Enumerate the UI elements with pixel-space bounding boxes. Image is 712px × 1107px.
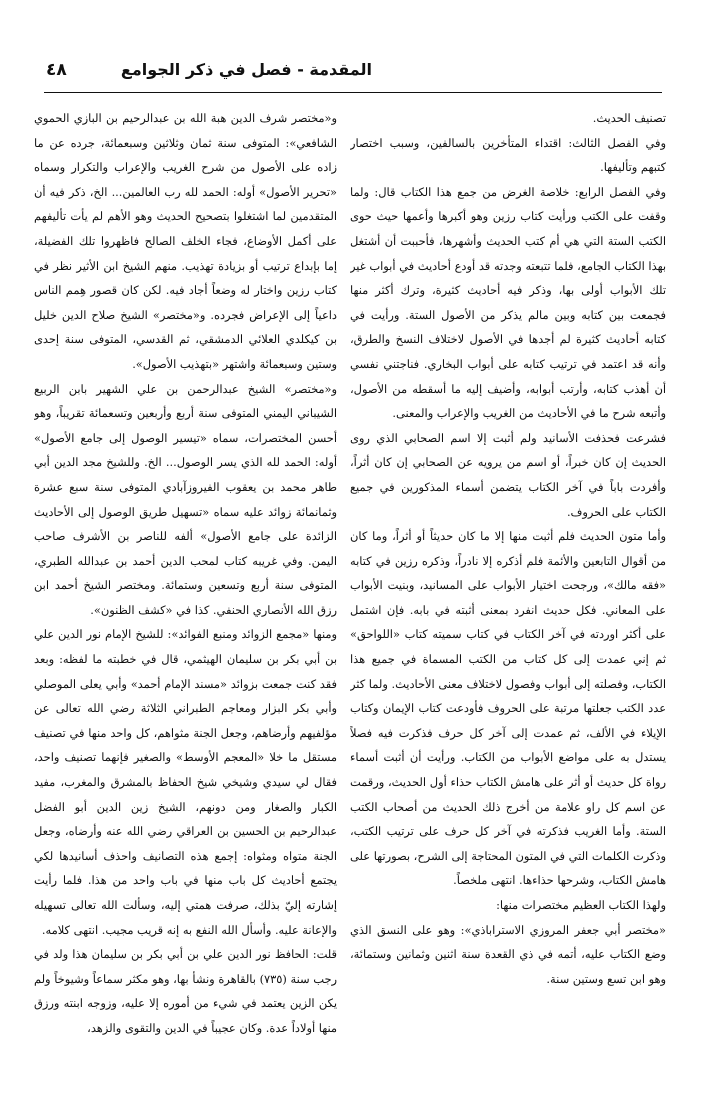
left-text-column xyxy=(34,106,337,1041)
right-text-column xyxy=(350,106,666,991)
paragraph: تصنيف الحديث. xyxy=(592,111,666,125)
paragraph: قلت: الحافظ نور الدين علي بن أبي بكر بن سليمان هذا ولد في رجب سنة (٧٣٥) بالقاهرة ونشأ بها، وهو مكثر سماعاً وشيوخاً ولم يكن الزين يعتمد في شيء من أموره إلا عليه، وزوجه ابنته ورزق منها أولاداً عدة. وكان عجيباً في الدين والتقوى والزهد، xyxy=(34,947,337,1035)
page-header xyxy=(44,52,662,93)
paragraph: وأما متون الحديث فلم أثبت منها إلا ما كان حديثاً أو أثراً، وما كان من أقوال التابعين والأئمة فلم أذكره إلا نادراً، وذكره رزين في كتابه «فقه مالك»، ورجحت اختيار الأبواب على المسانيد، وبنيت الأبواب على المعاني. فكل حديث انفرد بمعنى أثبته في بابه. فإن اشتمل على أكثر اوردته في آخر الكتاب في كتاب سميته كتاب «اللواحق» ثم إني عمدت إلى كل كتاب من الكتب المسماة في جميع هذا الكتاب، وفصلته إلى أبواب وفصول لاختلاف معنى الأحاديث. ولما كثر عدد الكتب جعلتها مرتبة على الحروف فأودعت كتاب الإيمان وكتاب الإيلاء في الألف، ثم عمدت إلى آخر كل حرف فذكرت فيه فصلاً يستدل به على مواضع الأبواب من الكتاب. ورأيت أن أثبت أسماء رواة كل حديث أو أثر على هامش الكتاب حذاء أول الحديث، ورقمت عن اسم كل راو علامة من أخرج ذلك الحديث من أصحاب الكتب الستة. وأما الغريب فذكرته في آخر كل حرف على ترتيب الكتب، وذكرت الكلمات التي في المتون المحتاجة إلى الشرح، بصورتها على هامش الكتاب، وشرحها حذاءها. انتهى ملخصاً. xyxy=(350,529,666,888)
running-head: المقدمة - فصل في ذكر الجوامع xyxy=(120,60,372,79)
paragraph: ومنها «مجمع الزوائد ومنبع الفوائد»: للشيخ الإمام نور الدين علي بن أبي بكر بن سليمان الهيثمي، قال في خطبته ما لفظه: وبعد فقد كنت جمعت بزوائد «مسند الإمام أحمد» وأبي يعلى الموصلي وأبي بكر البزار ومعاجم الطبراني الثلاثة رضي الله تعالى عن مؤلفيهم وأرضاهم، وجعل الجنة مثواهم، كل واحد منها في تصنيف مستقل ما خلا «المعجم الأوسط» والصغير فإنهما تصنيف واحد، فقال لي سيدي وشيخي شيخ الحفاظ بالمشرق والمغرب، مفيد الكبار والصغار ومن دونهم، الشيخ زين الدين أبو الفضل عبدالرحيم بن الحسين بن العراقي رضي الله عنه وأرضاه، وجعل الجنة متواه ومثواه: إجمع هذه التصانيف واحذف أسانيدها لكي يجتمع أحاديث كل باب منها في باب واحد من هذا. فلما رأيت إشارته إليّ بذلك، صرفت همتي إليه، وسألت الله تعالى تسهيله والإعانة عليه. وأسأل الله النفع به إنه قريب مجيب. انتهى كلامه. xyxy=(34,627,337,937)
page-number: ٤٨ xyxy=(46,60,67,80)
paragraph: و«مختصر» الشيخ عبدالرحمن بن علي الشهير بابن الربيع الشيباني اليمني المتوفى سنة أربع وأربعين وتسعمائة تقريباً، وهو أحسن المختصرات، سماه «تيسير الوصول إلى جامع الأصول» أوله: الحمد لله الذي يسر الوصول... الخ. وللشيخ مجد الدين أبي طاهر محمد بن يعقوب الفيروزآبادي المتوفى سنة سبع عشرة وثمانمائة زوائد عليه سماه «تسهيل طريق الوصول إلى الأحاديث الزائدة على جامع الأصول» ألفه للناصر بن الأشرف صاحب اليمن. وفي غريبه كتاب لمحب الدين أحمد بن عبدالله الطبري، المتوفى سنة أربع وتسعين وستمائة. ومختصر الشيخ أحمد ابن رزق الله الأنصاري الحنفي. كذا في «كشف الظنون». xyxy=(34,381,337,617)
paragraph: «مختصر أبي جعفر المروزي الاستراباذي»: وهو على النسق الذي وضع الكتاب عليه، أتمه في ذي القعدة سنة اثنين وثمانين وستمائة، وهو ابن تسع وستين سنة. xyxy=(350,922,666,986)
paragraph: وفي الفصل الرابع: خلاصة الغرض من جمع هذا الكتاب قال: ولما وقفت على الكتب ورأيت كتاب رزين وهو أكبرها وأعمها حيث حوى الكتب الستة التي هي أم كتب الحديث وأشهرها، فأحببت أن أشتغل بهذا الكتاب الجامع، فلما تتبعته وجدته قد أودع أحاديث في أبواب غير تلك الأبواب أولى بها، وذكر فيه أحاديث كثيرة، وترك أكثر منها فجمعت بين كتابه وبين مالم يذكر من الأصول الستة. ورأيت في كتابه أحاديث كثيرة لم أجدها في الأصول لاختلاف النسخ والطرق، وأنه قد اعتمد في ترتيب كتابه على أبواب البخاري. فناجتني نفسي أن أهذب كتابه، وأرتب أبوابه، وأضيف إليه ما أسقطه من الأصول، وأتبعه شرح ما في الأحاديث من الغريب والإعراب والمعنى. xyxy=(350,184,666,421)
paragraph: ولهذا الكتاب العظيم مختصرات منها: xyxy=(496,898,666,912)
paragraph: فشرعت فحذفت الأسانيد ولم أثبت إلا اسم الصحابي الذي روى الحديث إن كان خبراً، أو اسم من يرويه عن الصحابي إن كان أثراً، وأفردت باباً في آخر الكتاب يتضمن أسماء المذكورين في جميع الكتاب على الحروف. xyxy=(350,430,666,519)
paragraph: وفي الفصل الثالث: اقتداء المتأخرين بالسالفين، وسبب اختصار كتبهم وتأليفها. xyxy=(350,135,666,175)
paragraph: و«مختصر شرف الدين هبة الله بن عبدالرحيم بن البازي الحموي الشافعي»: المتوفى سنة ثمان وثلاثين وسبعمائة، جرده عن ما زاده على الأصول من شرح الغريب والإعراب والتكرار وسماه «تحرير الأصول» أوله: الحمد لله رب العالمين... الخ، ذكر فيه أن المتقدمين لما اشتغلوا بتصحيح الحديث وهو الأهم لم يأت تأليفهم على أكمل الأوضاع، فجاء الخلف الصالح فاظهروا تلك الفضيلة، إما بإبداع ترتيب أو بزيادة تهذيب. منهم الشيخ ابن الأثير نظر في كتاب رزين واختار له وضعاً أجاد فيه. لكن كان قصور هِمم الناس داعياً إلى الإعراض فجرده. و«مختصر» الشيخ صلاح الدين خليل بن كيكلدي العلائي الدمشقي، ثم القدسي، المتوفى سنة إحدى وستين وسبعمائة واشتهر «بتهذيب الأصول». xyxy=(34,111,337,371)
